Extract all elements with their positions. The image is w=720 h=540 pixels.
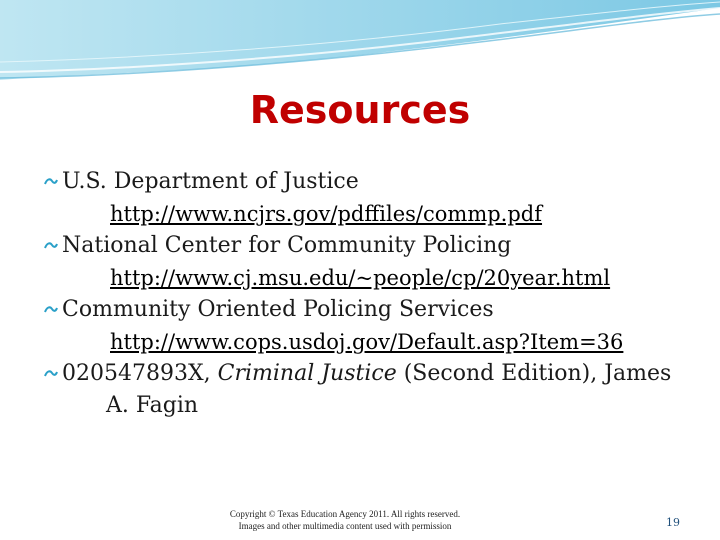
copyright-footer (195, 508, 495, 532)
resource-name: National Center for Community Policing (62, 233, 512, 258)
header-wave-decoration (0, 0, 720, 90)
resource-link-row (44, 198, 704, 230)
wave-bullet-icon (44, 367, 58, 381)
resource-link-doj[interactable]: http://www.ncjrs.gov/pdffiles/commp.pdf (110, 202, 543, 226)
page-number: 19 (666, 516, 680, 529)
book-details: (Second Edition), James (396, 361, 672, 386)
wave-bullet-icon (44, 175, 58, 189)
resource-link-row (44, 262, 704, 294)
resource-list (44, 166, 704, 422)
footer-line-permission: Images and other multimedia content used with permission (238, 521, 452, 531)
resource-item-nccp (44, 230, 704, 262)
resource-link-nccp[interactable]: http://www.cj.msu.edu/~people/cp/20year.html (110, 266, 611, 290)
wave-bullet-icon (44, 239, 58, 253)
resource-name: U.S. Department of Justice (62, 169, 359, 194)
resource-link-cops[interactable]: http://www.cops.usdoj.gov/Default.asp?Item=36 (110, 330, 624, 354)
resource-link-row (44, 326, 704, 358)
resource-item-book (44, 358, 704, 390)
book-title: Criminal Justice (217, 361, 397, 386)
slide-title: Resources (249, 88, 471, 132)
resource-name: Community Oriented Policing Services (62, 297, 494, 322)
resource-item-doj (44, 166, 704, 198)
wave-bullet-icon (44, 303, 58, 317)
resource-item-cops (44, 294, 704, 326)
book-isbn: 020547893X, (62, 361, 218, 386)
footer-line-copyright: Copyright © Texas Education Agency 2011. All rights reserved. (229, 509, 461, 519)
book-author-continuation: A. Fagin (106, 393, 199, 418)
